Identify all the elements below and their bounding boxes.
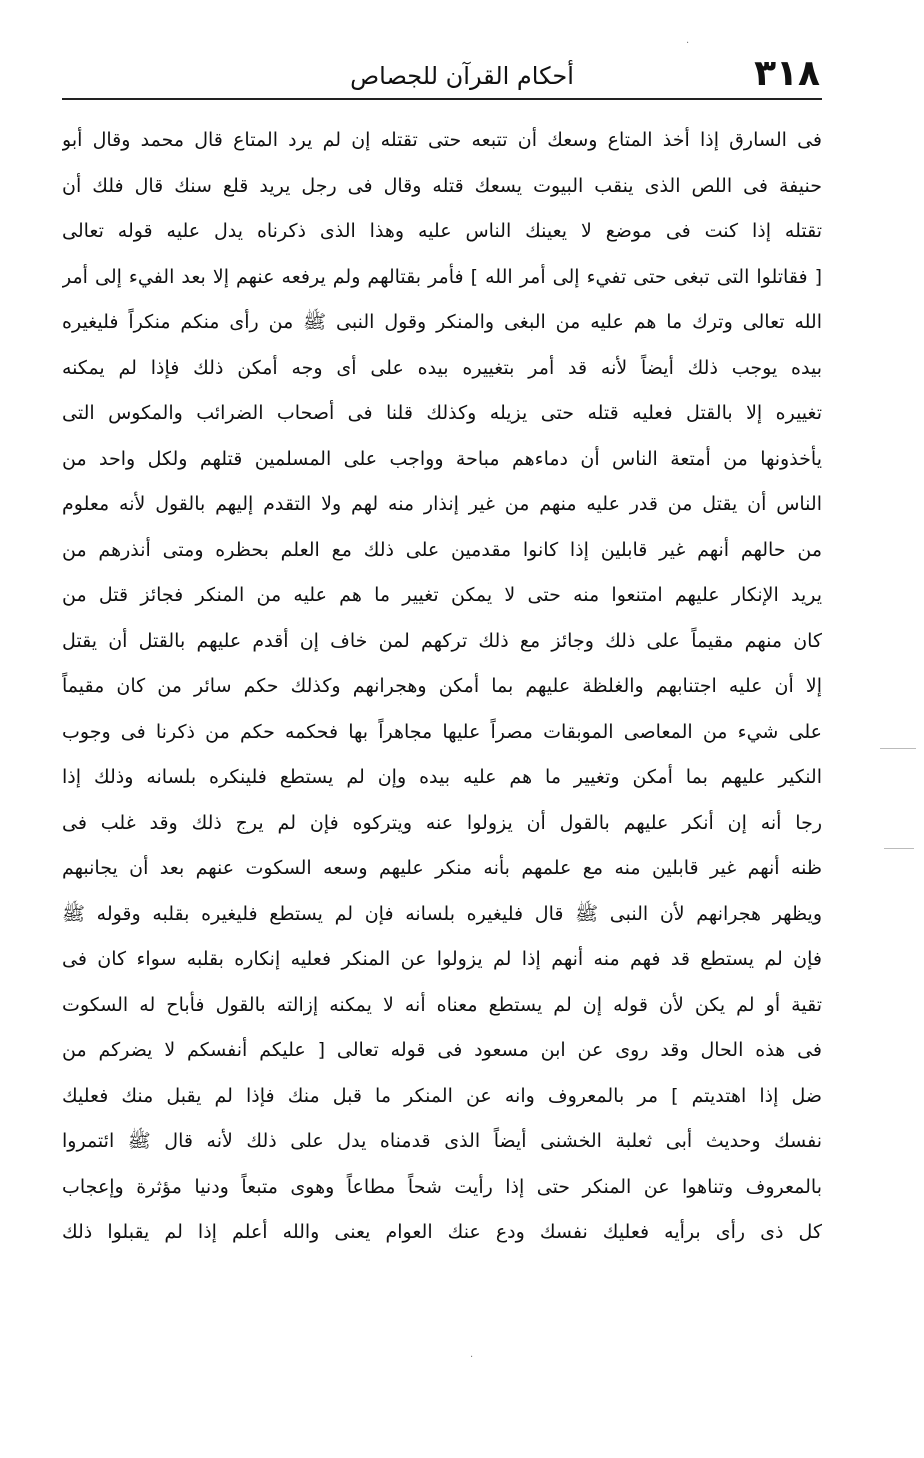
text-line: كان منهم مقيماً على ذلك وجائز مع ذلك تركهم لمن خاف إن أقدم عليهم بالقتل أن يقتل: [62, 629, 822, 652]
scan-speck: ·: [686, 38, 690, 49]
text-line: رجا أنه إن أنكر عليهم بالقول أن يزولوا عنه ويتركوه فإن لم يرج ذلك وقد غلب فى: [62, 811, 822, 834]
text-line: النكير عليهم بما أمكن وتغيير ما هم عليه بيده وإن لم يستطع فلينكره بلسانه وذلك إذا: [62, 766, 822, 788]
page-header: [62, 52, 820, 100]
text-line: [ فقاتلوا التى تبغى حتى تفيء إلى أمر الله ] فأمر بقتالهم ولم يرفعه عنهم إلا بعد الفيء إلى أمر: [62, 265, 822, 288]
text-line: الناس أن يقتل من قدر عليه منهم من غير إنذار منه لهم ولا التقدم إليهم بالقول لأنه معلوم: [62, 493, 822, 515]
text-line: فإن لم يستطع قد فهم منه أنهم إذا لم يزولوا عن المنكر فعليه إنكاره بقلبه سواء كان فى: [62, 948, 822, 970]
text-line: الله تعالى وترك ما هم عليه من البغى والمنكر وقول النبى ﷺ من رأى منكم منكراً فليغيره: [62, 311, 822, 333]
scan-speck: ·: [470, 1352, 474, 1363]
text-line: ظنه أنهم غير قابلين منه مع علمهم بأنه منكر عليهم وسعه السكوت عنهم بعد أن يجانبهم: [62, 857, 822, 879]
running-title: أحكام القرآن للجصاص: [350, 62, 574, 90]
text-line: فى السارق إذا أخذ المتاع وسعك أن تتبعه حتى تقتله إن لم يرد المتاع قال محمد وقال أبو: [62, 129, 822, 151]
text-line: بيده يوجب ذلك أيضاً لأنه قد أمر بتغييره بيده على أى وجه أمكن ذلك فإذا لم يمكنه: [62, 356, 822, 379]
body-text: [62, 118, 822, 1256]
text-line: من حالهم أنهم غير قابلين إذا كانوا مقدمين على ذلك مع العلم بحظره ومتى أنذرهم من: [62, 538, 822, 561]
page-number: ٣١٨: [754, 53, 820, 94]
scan-margin-mark: [880, 748, 916, 749]
text-line: ضل إذا اهتديتم ] مر بالمعروف وانه عن المنكر ما قبل منك فإذا لم يقبل منك فعليك: [62, 1084, 822, 1107]
text-line: كل ذى رأى برأيه فعليك نفسك ودع عنك العوام يعنى والله أعلم إذا لم يقبلوا ذلك: [62, 1221, 822, 1243]
text-line: تقية أو لم يكن لأن قوله إن لم يستطع معناه أنه لا يمكنه إزالته بالقول فأباح له السكوت: [62, 993, 822, 1016]
header-rule: [62, 98, 822, 100]
text-line: بالمعروف وتناهوا عن المنكر حتى إذا رأيت شحاً مطاعاً وهوى متبعاً ودنيا مؤثرة وإعجاب: [62, 1175, 822, 1198]
text-line: يأخذونها من أمتعة الناس أن دماءهم مباحة وواجب على المسلمين قتلهم ولكل واحد من: [62, 447, 822, 470]
text-line: يريد الإنكار عليهم امتنعوا منه حتى لا يمكن تغيير ما هم عليه من المنكر فجائز قتل من: [62, 584, 822, 606]
text-line: نفسك وحديث أبى ثعلبة الخشنى أيضاً الذى قدمناه يدل على ذلك لأنه قال ﷺ ائتمروا: [62, 1130, 822, 1152]
text-line: على شيء من المعاصى الموبقات مصراً عليها مجاهراً بها فحكمه حكم من ذكرنا فى وجوب: [62, 720, 822, 743]
text-line: تقتله إذا كنت فى موضع لا يعينك الناس عليه وهذا الذى ذكرناه يدل عليه قوله تعالى: [62, 220, 822, 242]
text-line: ويظهر هجرانهم لأن النبى ﷺ قال فليغيره بلسانه فإن لم يستطع فليغيره بقلبه وقوله ﷺ: [62, 902, 822, 925]
text-line: حنيفة فى اللص الذى ينقب البيوت يسعك قتله وقال فى رجل يريد قلع سنك قال فلك أن: [62, 174, 822, 197]
text-line: إلا أن عليه اجتنابهم والغلظة عليهم بما أمكن وهجرانهم وكذلك حكم سائر من كان مقيماً: [62, 675, 822, 697]
text-line: تغييره إلا بالقتل فعليه قتله حتى يزيله وكذلك قلنا فى أصحاب الضرائب والمكوس التى: [62, 402, 822, 424]
scan-margin-mark: [884, 848, 914, 849]
text-line: فى هذه الحال وقد روى عن ابن مسعود فى قوله تعالى [ عليكم أنفسكم لا يضركم من: [62, 1039, 822, 1061]
